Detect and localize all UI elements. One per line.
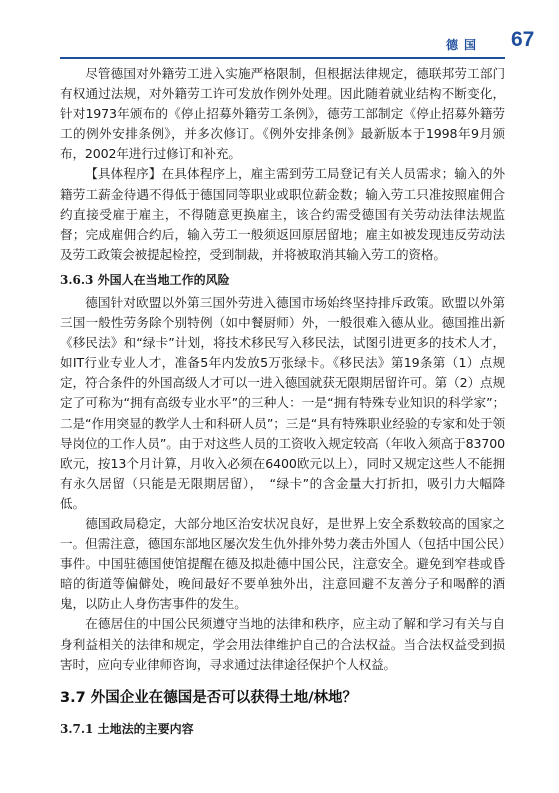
paragraph-legal-rights: 在德居住的中国公民须遵守当地的法律和秩序，应主动了解和学习有关与自身利益相关的法律和规定，学会用法律维护自己的合法权益。当合法权益受到损害时，应向专业律师咨询，寻求通过法律途径保护个人权益。 — [60, 616, 505, 672]
running-header-country: 德国 — [446, 38, 483, 52]
page-body — [60, 64, 505, 742]
paragraph-immigration-policy: 德国针对欧盟以外第三国外劳进入德国市场始终坚持排斥政策。欧盟以外第三国一般性劳务除个别特例（如中餐厨师）外，一般很难入德从业。德国推出新《移民法》和“绿卡”计划，将技术移民写入移民法，试图引进更多的技术人才，如IT行业专业人才，准备5年内发放5万张绿卡。《移民法》第19条第（1）点规定，符合条件的外国高级人才可以一进入德国就获无限期居留许可。第（2）点规定了可称为“拥有高级专业水平”的三种人：一是“拥有特殊专业知识的科学家”；二是“作用突显的教学人士和科研人员”；三是“具有特殊职业经验的专家和处于领导岗位的工作人员”。由于对这些人员的工资收入规定较高（年收入须高于83700欧元，按13个月计算，月收入必须在6400欧元以上），同时又规定这些人不能拥有永久居留（只能是无限期居留）， “绿卡”的含金量大打折扣，吸引力大幅降低。 — [60, 294, 505, 511]
paragraph-specific-procedure: 【具体程序】在具体程序上，雇主需到劳工局登记有关人员需求；输入的外籍劳工薪金待遇不得低于德国同等职业或职位薪金数；输入劳工只准按照雇佣合约直接受雇于雇主，不得随意更换雇主，该合约需受德国有关劳动法律法规监督；完成雇佣合约后，输入劳工一般须返回原居留地；雇主如被发现违反劳动法及劳工政策会被提起检控，受到制裁，并将被取消其输入劳工的资格。 — [60, 166, 505, 262]
subheading-3-6-3: 3.6.3 外国人在当地工作的风险 — [60, 272, 230, 287]
paragraph-exception-rules: 尽管德国对外籍劳工进入实施严格限制，但根据法律规定，德联邦劳工部门有权通过法规，对外籍劳工许可发放作例外处理。因此随着就业结构不断变化，针对1973年颁布的《停止招募外籍劳工条例》，德劳工部制定《停止招募外籍劳工的例外安排条例》，并多次修订。《例外安排条例》最新版本于1998年9月颁布，2002年进行过修订和补充。 — [60, 66, 505, 162]
section-title-3-7: 3.7 外国企业在德国是否可以获得土地/林地？ — [60, 689, 358, 706]
paragraph-safety: 德国政局稳定，大部分地区治安状况良好，是世界上安全系数较高的国家之一。但需注意，德国东部地区屡次发生仇外排外势力袭击外国人（包括中国公民）事件。中国驻德国使馆提醒在德及拟赴德中国公民，注意安全。避免到窄巷或昏暗的街道等偏僻处，晚间最好不要单独外出，注意回避不友善分子和喝醉的酒鬼，以防止人身伤害事件的发生。 — [60, 515, 505, 612]
subheading-3-7-1: 3.7.1 土地法的主要内容 — [60, 721, 194, 736]
header-rule — [60, 57, 505, 59]
page-number: 67 — [511, 28, 535, 51]
